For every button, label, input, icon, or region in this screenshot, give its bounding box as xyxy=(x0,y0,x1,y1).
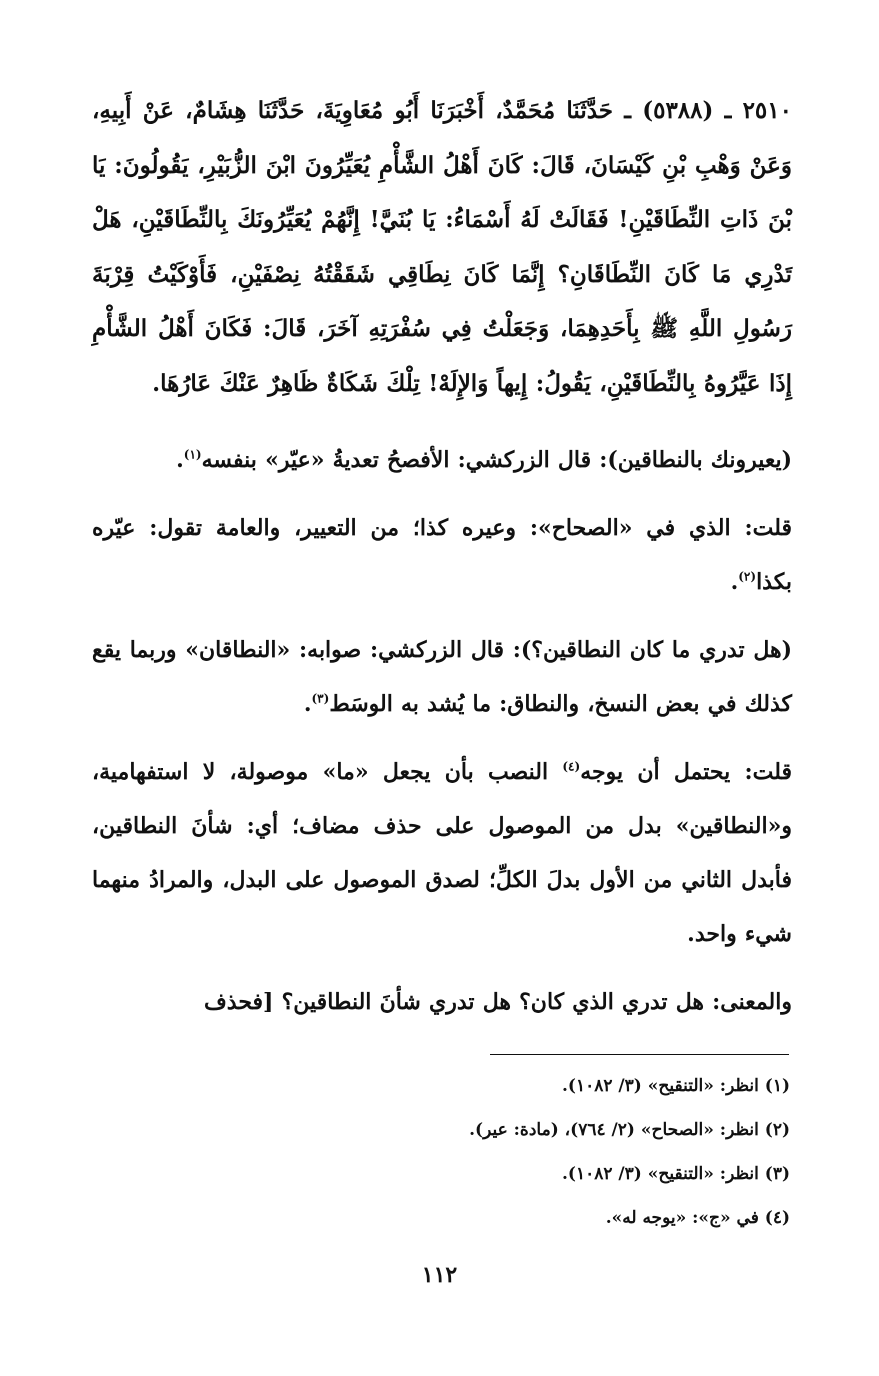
main-text xyxy=(92,84,792,1029)
footnote-ref-2: (٢) xyxy=(738,569,757,584)
commentary-text: (يعيرونك بالنطاقين): قال الزركشي: الأفصحُ تعديةُ «عيّر» بنفسه xyxy=(201,447,792,473)
commentary-text: . xyxy=(303,691,312,717)
commentary-text: قلت: يحتمل أن يوجه xyxy=(580,759,792,785)
footnote-2: (٢) انظر: «الصحاح» (٢/ ٧٦٤)، (مادة: عير). xyxy=(469,1120,790,1140)
commentary-paragraph-2 xyxy=(92,501,792,609)
commentary-text: والمعنى: هل تدري الذي كان؟ هل تدري شأنَ النطاقين؟ [فحذف xyxy=(203,989,792,1015)
hadith-paragraph: ٢٥١٠ ـ (٥٣٨٨) ـ حَدَّثَنَا مُحَمَّدٌ، أَخْبَرَنَا أَبُو مُعَاوِيَةَ، حَدَّثَنَا هِشَامٌ، عَنْ أَبِيهِ، وَعَنْ وَهْبِ بْنِ كَيْسَانَ، قَالَ: كَانَ أَهْلُ الشَّأْمِ يُعَيِّرُونَ ابْنَ الزُّبَيْرِ، يَقُولُونَ: يَا بْنَ ذَاتِ النِّطَاقَيْنِ! فَقَالَتْ لَهُ أَسْمَاءُ: يَا بُنَيَّ! إِنَّهُمْ يُعَيِّرُونَكَ بِالنِّطَاقَيْنِ، هَلْ تَدْرِي مَا كَانَ النِّطَاقَانِ؟ إِنَّمَا كَانَ نِطَاقِي شَقَقْتُهُ نِصْفَيْنِ، فَأَوْكَيْتُ قِرْبَةَ رَسُولِ اللَّهِ ﷺ بِأَحَدِهِمَا، وَجَعَلْتُ فِي سُفْرَتِهِ آخَرَ، قَالَ: فَكَانَ أَهْلُ الشَّأْمِ إِذَا عَيَّرُوهُ بِالنِّطَاقَيْنِ، يَقُولُ: إِيهاً وَالإِلَهْ! تِلْكَ شَكَاةٌ ظَاهِرٌ عَنْكَ عَارُهَا. xyxy=(92,97,792,397)
footnote-divider xyxy=(490,1054,789,1055)
footnote-ref-1: (١) xyxy=(183,447,202,462)
footnote-3: (٣) انظر: «التنقيح» (٣/ ١٠٨٢). xyxy=(562,1164,790,1184)
footnote-ref-3: (٣) xyxy=(311,691,330,706)
commentary-text: (هل تدري ما كان النطاقين؟): قال الزركشي: صوابه: «النطاقان» وربما يقع كذلك في بعض النسخ، والنطاق: ما يُشد به الوسَط xyxy=(92,637,792,717)
footnote-4: (٤) في «ج»: «يوجه له». xyxy=(605,1208,790,1228)
page-number: ١١٢ xyxy=(421,1262,458,1288)
commentary-text: النصب بأن يجعل «ما» موصولة، لا استفهامية، و«النطاقين» بدل من الموصول على حذف مضاف؛ أي: شأنَ النطاقين، فأبدل الثاني من الأول بدلَ الكلِّ؛ لصدق الموصول على البدل، والمرادُ منهما شيء واحد. xyxy=(92,759,792,947)
footnote-1: (١) انظر: «التنقيح» (٣/ ١٠٨٢). xyxy=(562,1076,790,1096)
commentary-paragraph-1 xyxy=(92,433,792,487)
commentary-paragraph-4 xyxy=(92,745,792,961)
commentary-text: . xyxy=(730,569,739,595)
commentary-text: . xyxy=(176,447,184,473)
footnotes xyxy=(200,1064,790,1240)
commentary-paragraph-5 xyxy=(92,975,792,1029)
commentary-paragraph-3 xyxy=(92,623,792,731)
footnote-ref-4: (٤) xyxy=(562,759,581,774)
commentary-text: قلت: الذي في «الصحاح»: وعيره كذا؛ من التعيير، والعامة تقول: عيّره بكذا xyxy=(92,515,792,595)
